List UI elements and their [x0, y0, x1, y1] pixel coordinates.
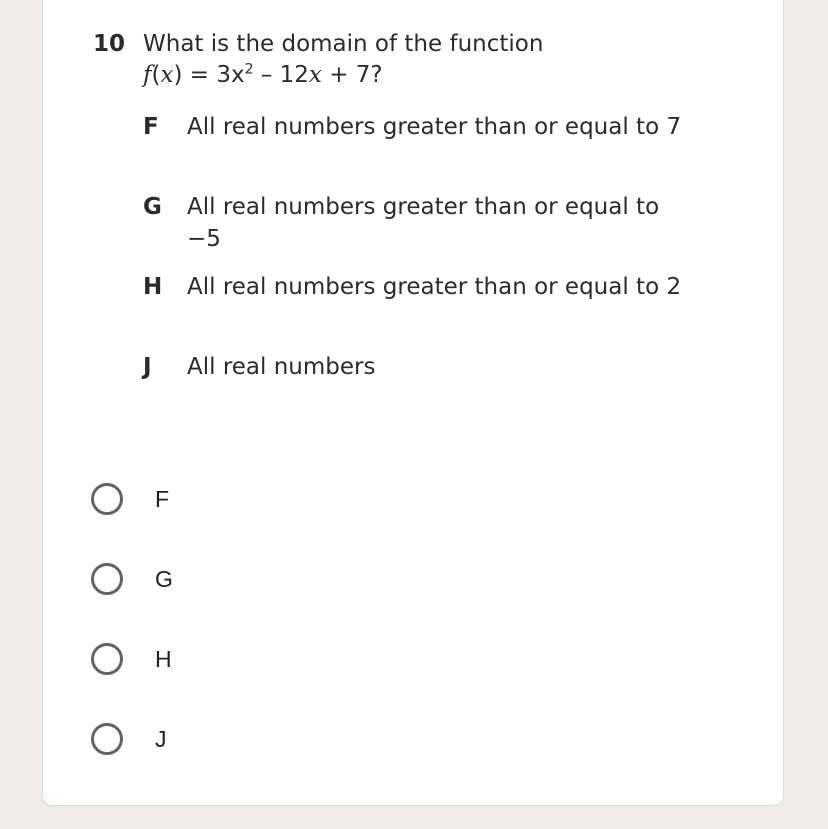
choice-letter: G — [143, 194, 162, 220]
choice-letter: J — [143, 354, 152, 380]
question-card — [42, 0, 784, 806]
option-j[interactable] — [91, 699, 173, 779]
choice-text: All real numbers — [187, 354, 376, 380]
option-h[interactable] — [91, 619, 173, 699]
func-mid: – 12 — [253, 62, 309, 88]
choice-letter: F — [143, 114, 159, 140]
func-end: + 7? — [321, 62, 383, 88]
choice-letter: H — [143, 274, 163, 300]
question-number: 10 — [93, 31, 126, 57]
option-f[interactable] — [91, 459, 173, 539]
question-text — [143, 29, 543, 91]
option-label: J — [155, 725, 167, 752]
func-open: ( — [151, 62, 161, 88]
func-exponent: 2 — [244, 61, 254, 78]
question-prompt: What is the domain of the function — [143, 31, 544, 57]
func-variable: x — [160, 62, 174, 88]
func-name: f — [143, 62, 152, 88]
func-variable-2: x — [308, 62, 322, 88]
radio-button[interactable] — [91, 723, 123, 755]
option-label: G — [155, 565, 173, 592]
func-eq: ) = 3x — [173, 62, 245, 88]
choice-text: All real numbers greater than or equal to 2 — [187, 274, 682, 300]
choice-text: All real numbers greater than or equal to −5 — [187, 194, 660, 252]
option-g[interactable] — [91, 539, 173, 619]
radio-button[interactable] — [91, 563, 123, 595]
radio-button[interactable] — [91, 643, 123, 675]
choice-text: All real numbers greater than or equal to 7 — [187, 114, 682, 140]
option-label: F — [155, 485, 170, 512]
question-function — [143, 60, 543, 91]
option-label: H — [155, 645, 172, 672]
answer-options — [91, 459, 173, 779]
question-image — [43, 0, 783, 409]
radio-button[interactable] — [91, 483, 123, 515]
